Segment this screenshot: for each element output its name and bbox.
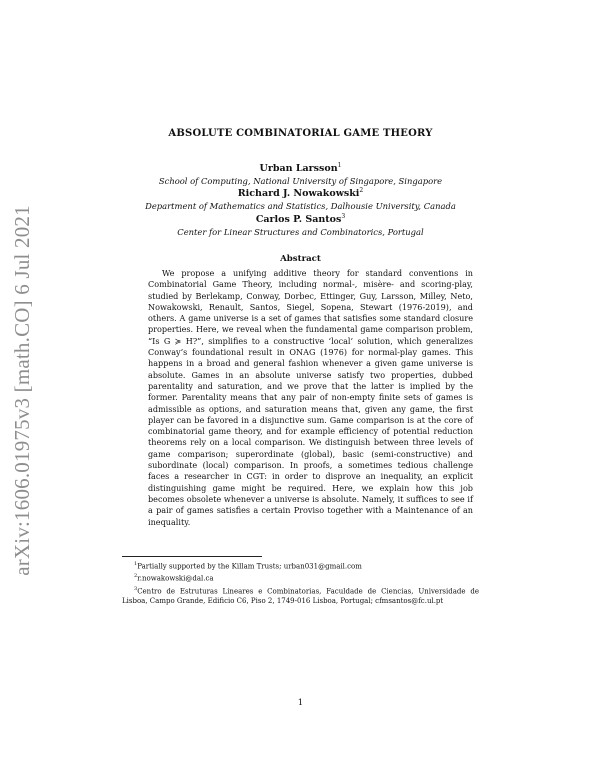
author-block-2 (122, 185, 479, 212)
author-block-3 (122, 211, 479, 238)
author-name: Richard J. Nowakowski$^2$ (237, 187, 364, 200)
author-affiliation: School of Computing, National University of Singapore, Singapore (158, 176, 443, 187)
author-block-1 (122, 160, 479, 187)
author-name: Urban Larsson$^1$ (259, 162, 342, 175)
author-affiliation: Department of Mathematics and Statistics, Dalhousie University, Canada (145, 201, 456, 212)
arxiv-identifier-stamp (8, 190, 36, 590)
footnote-mark: 3 (341, 213, 346, 220)
footnote-mark: 2 (359, 187, 364, 194)
arxiv-id-text: arXiv:1606.01975v3 [math.CO] 6 Jul 2021 (9, 204, 34, 576)
author-affiliation: Center for Linear Structures and Combinatorics, Portugal (177, 227, 424, 238)
footnote-3: $^3$Centro de Estruturas Lineares e Combinatorias, Faculdade de Ciencias, Universidade de Lisboa, Campo Grande, Edificio C6, Piso 2, 1749-016 Lisboa, Portugal; cfmsantos@fc.ul.pt (122, 585, 479, 605)
footnote-2: $^2$r.nowakowski@dal.ca (134, 573, 214, 583)
footnote-rule (122, 556, 262, 557)
page-number: 1 (297, 698, 304, 708)
footnote-1: $^1$Partially supported by the Killam Trusts; urban031@gmail.com (134, 561, 362, 571)
author-name: Carlos P. Santos$^3$ (255, 213, 346, 226)
footnote-mark: 1 (337, 162, 342, 169)
abstract-body: We propose a unifying additive theory for standard conventions in Combinatorial Game Theory, including normal-, misère- and scoring-play, studied by Berlekamp, Conway, Dorbec, Ettinger, Guy, Larsson, Milley, Neto, Nowakowski, Renault, Santos, Siegel, Sopena, Stewart (1976-2019), and others. A game universe is a set of games that satisfies some standard closure properties. Here, we reveal when the fundamental game comparison problem, “Is G ≽ H?”, simplifies to a constructive ‘local’ solution, which generalizes Conway’s foundational result in ONAG (1976) for normal-play games. This happens in a broad and general fashion whenever a given game universe is absolute. Games in an absolute universe satisfy two properties, dubbed parentality and saturation, and we prove that the latter is implied by the former. Parentality means that any pair of non-empty finite sets of games is admissible as options, and saturation means that, given any game, the first player can be favored in a disjunctive sum. Game comparison is at the core of combinatorial game theory, and for example efficiency of potential reduction theorems rely on a local comparison. We distinguish between three levels of game comparison; superordinate (global), basic (semi-constructive) and subordinate (local) comparison. In proofs, a sometimes tedious challenge faces a researcher in CGT: in order to disprove an inequality, an explicit distinguishing game might be required. Here, we explain how this job becomes obsolete whenever a universe is absolute. Namely, it suffices to see if a pair of games satisfies a certain Proviso together with a Maintenance of an inequality. (148, 268, 473, 527)
footnotes (122, 559, 479, 606)
abstract-heading: Abstract (280, 254, 321, 264)
paper-title: ABSOLUTE COMBINATORIAL GAME THEORY (168, 128, 433, 139)
